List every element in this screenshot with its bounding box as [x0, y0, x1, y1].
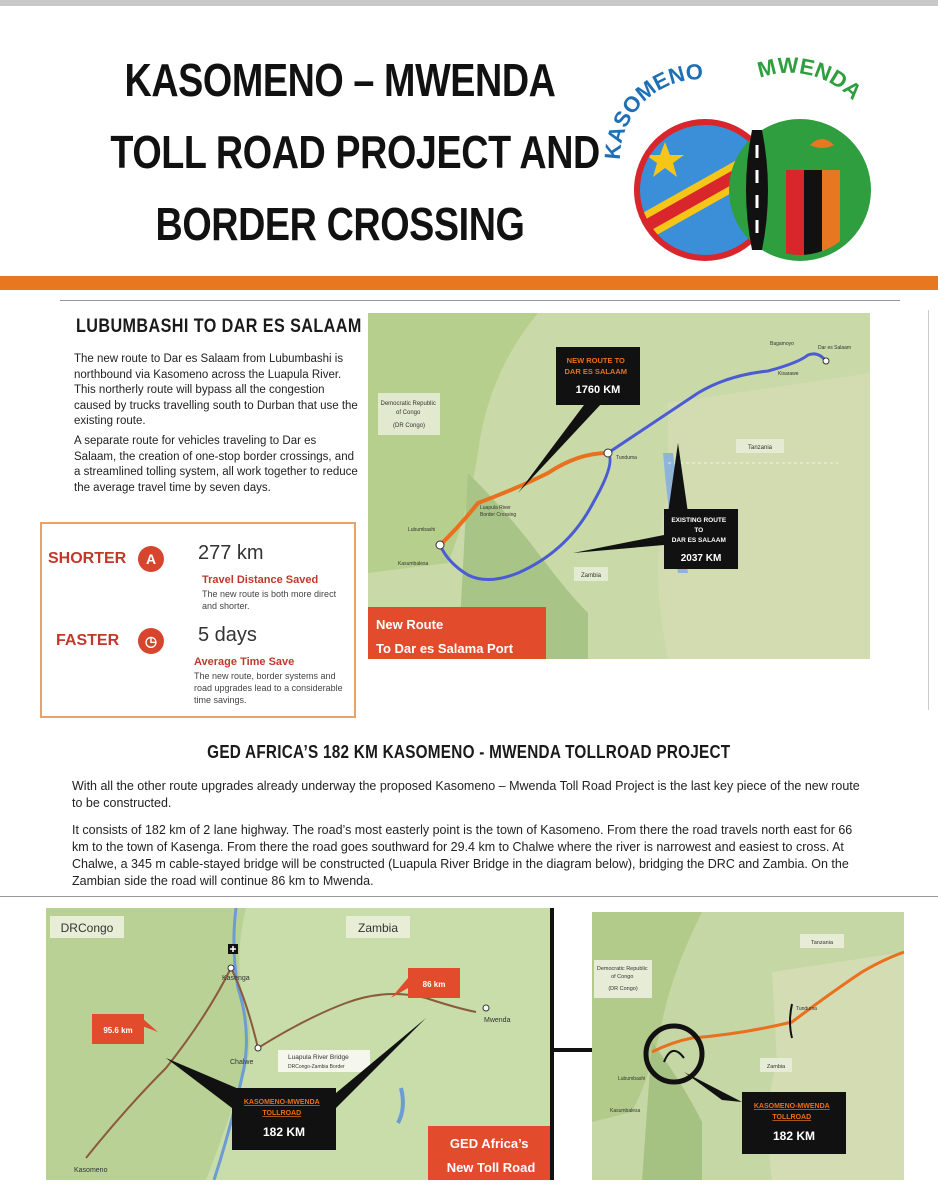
connector-line-vertical	[550, 908, 554, 1180]
stat-faster-label: FASTER	[56, 632, 120, 649]
map3-drc-label: Democratic Republic of Congo (DR Congo)	[596, 966, 648, 992]
map3-project-callout-text: KASOMENO-MWENDA TOLLROAD 182 KM	[753, 1103, 830, 1143]
stat-distance-description: The new route is both more direct and shorter.	[202, 589, 337, 611]
section2-paragraph-2: It consists of 182 km of 2 lane highway. The road’s most easterly point is the town of Kasomeno. From there the road travels north east for 66 km to the town of Kasenga. From there the road goes southward for 29.4 km to Chalwe where the river is narrowest and easiest to cross. At Chalwe, a 345 m cable-stayed bridge will be constructed (Luapula River Bridge in the diagram below), bridging the DRC and Zambia. On the Zambian side the road will continue 86 km to Mwenda.	[72, 823, 853, 888]
page-edge	[928, 310, 938, 710]
stat-distance-value: 277 km	[198, 542, 264, 564]
logo-left-text: KASOMENO	[599, 58, 704, 161]
map-lubumbashi-label: Lubumbashi	[408, 527, 436, 533]
toll-road-detail-map	[46, 908, 554, 1180]
map-luapula-label: Luapula River Border Crossing	[480, 505, 517, 518]
title-line-3: BORDER CROSSING	[155, 198, 525, 250]
map-tanzania-label: Tanzania	[747, 445, 773, 451]
top-border	[0, 0, 938, 6]
map2-kasomeno-label: Kasomeno	[74, 1167, 108, 1174]
section-heading-ged-africa: GED AFRICA’S 182 KM KASOMENO - MWENDA TOLLROAD PROJECT	[207, 742, 731, 762]
project-callout-text: KASOMENO-MWENDA TOLLROAD 182 KM	[243, 1099, 320, 1139]
overview-map	[592, 912, 904, 1180]
orange-divider	[0, 276, 938, 290]
map2-caption-text: GED Africa’s New Toll Road	[446, 1136, 536, 1175]
map2-kasenga-label: Kasenga	[222, 975, 250, 982]
section1-paragraph-1: The new route to Dar es Salaam from Lubumbashi is northbound via Kasomeno across the Luapula River. This northerly route will bypass all the congestion caused by trucks travelling south to Durban that use the existing route.	[74, 353, 358, 427]
map3-kasumbalesa-label: Kasumbalesa	[610, 1108, 641, 1114]
map3-tanzania-label: Tanzania	[810, 940, 834, 946]
section1-paragraph-2: A separate route for vehicles traveling to Dar es Salaam, the creation of one-stop border crossings, and a streamlined tolling system, all work together to reduce the average travel time by seven days.	[74, 435, 358, 494]
distance-badge-icon: A	[138, 546, 164, 572]
map-tunduma-label: Tunduma	[616, 455, 637, 461]
map-drc-label: Democratic Republic of Congo (DR Congo)	[380, 401, 436, 429]
section-heading-lubumbashi: LUBUMBASHI TO DAR ES SALAAM	[76, 316, 362, 337]
map-bagamoyo-label: Bagamoyo	[770, 341, 794, 347]
section-separator	[0, 896, 938, 897]
existing-route-callout-text: EXISTING ROUTE TO DAR ES SALAAM 2037 KM	[671, 517, 727, 564]
section2-paragraph-1: With all the other route upgrades already underway the proposed Kasomeno – Mwenda Toll Road Project is the last key piece of the new route to be constructed.	[72, 779, 860, 810]
stats-box	[40, 522, 356, 718]
map2-mwenda-label: Mwenda	[484, 1017, 511, 1024]
map-kasumbalesa-label: Kasumbalesa	[398, 561, 429, 567]
title-line-2: TOLL ROAD PROJECT AND	[110, 126, 600, 178]
map3-tunduma-label: Tunduma	[796, 1006, 817, 1012]
stat-shorter-label: SHORTER	[48, 550, 127, 567]
map3-zambia-label: Zambia	[766, 1064, 786, 1070]
map2-drc-label: DRCongo	[60, 921, 114, 935]
map1-caption-text: New Route To Dar es Salama Port	[376, 617, 514, 656]
stat-time-description: The new route, border systems and road upgrades lead to a considerable time savings.	[194, 671, 343, 705]
map2-bridge-label: Luapula River Bridge DRCongo-Zambia Border	[288, 1054, 349, 1070]
new-route-callout-text: NEW ROUTE TO DAR ES SALAAM 1760 KM	[564, 356, 628, 396]
map2-zambia-label: Zambia	[357, 921, 399, 935]
stat-time-value: 5 days	[198, 624, 257, 646]
map3-lubumbashi-label: Lubumbashi	[618, 1076, 646, 1082]
km95-label: 95.6 km	[103, 1026, 133, 1035]
stat-distance-subtitle: Travel Distance Saved	[202, 574, 319, 586]
route-map	[368, 313, 870, 659]
map2-chalwe-label: Chalwe	[230, 1059, 254, 1066]
page-title	[110, 44, 600, 260]
map-kisarawe-label: Kisarawe	[778, 371, 799, 377]
logo-right-text: MWENDA	[754, 52, 867, 105]
map-dar-label: Dar es Salaam	[818, 345, 852, 351]
kasomeno-mwenda-logo	[590, 50, 890, 270]
map-zambia-label: Zambia	[580, 573, 602, 579]
thin-divider	[60, 300, 900, 301]
clock-badge-icon: ◷	[138, 628, 164, 654]
title-line-1: KASOMENO – MWENDA	[124, 54, 556, 106]
km86-label: 86 km	[422, 980, 446, 989]
stat-time-subtitle: Average Time Save	[194, 656, 295, 668]
